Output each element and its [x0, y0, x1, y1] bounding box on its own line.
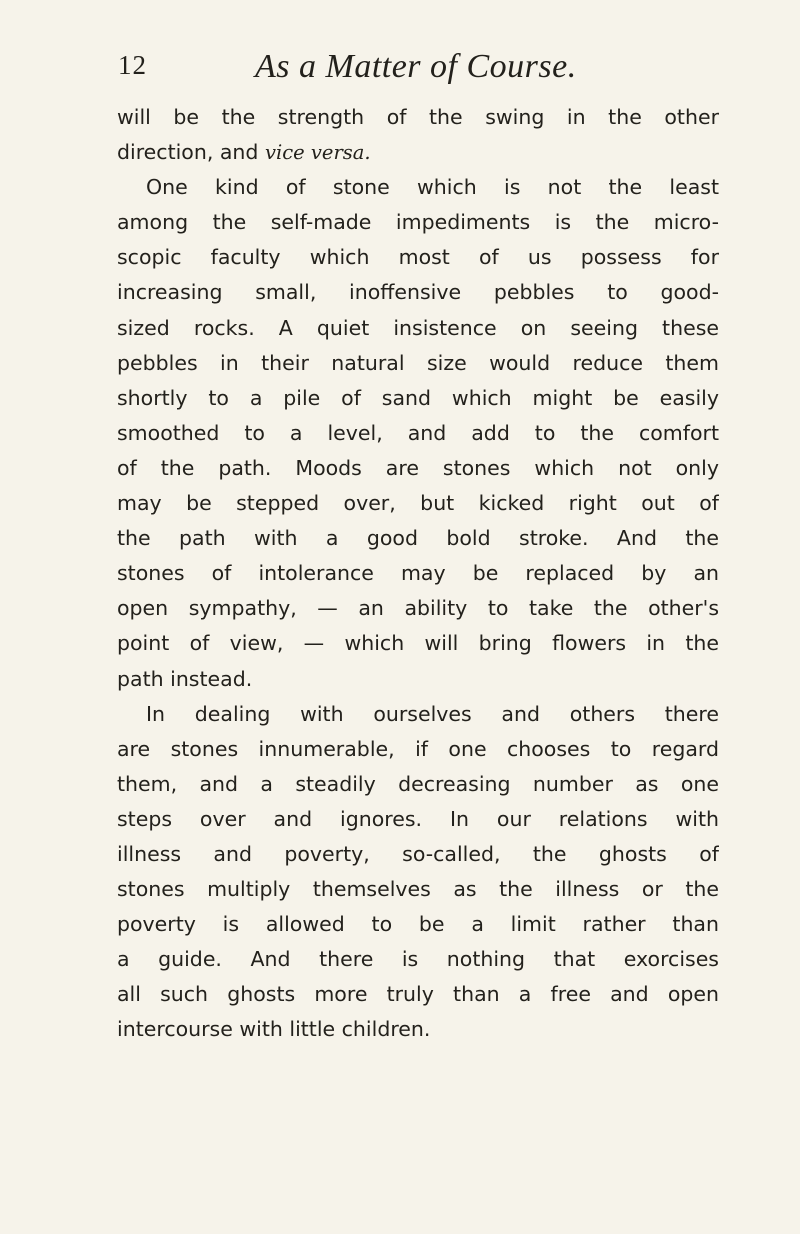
text-line	[117, 135, 719, 170]
body-text	[117, 100, 719, 1048]
text-line: stones of intolerance may be replaced by an	[117, 561, 719, 586]
paragraph-end-line: path instead.	[117, 666, 253, 691]
paragraph-start-line: In dealing with ourselves and others there	[146, 701, 719, 726]
text-line: shortly to a pile of sand which might be easily	[117, 385, 719, 410]
text-line: all such ghosts more truly than a free and open	[117, 982, 719, 1007]
text-line: may be stepped over, but kicked right out of	[117, 491, 719, 516]
paragraph-start-line: One kind of stone which is not the least	[146, 175, 719, 200]
text-line: pebbles in their natural size would reduce them	[117, 350, 719, 375]
text-line: of the path. Moods are stones which not only	[117, 455, 719, 480]
text-line: among the self-made impediments is the micro-	[117, 210, 719, 235]
text-run: direction, and	[117, 140, 265, 165]
text-line: a guide. And there is nothing that exorcises	[117, 947, 719, 972]
text-line: them, and a steadily decreasing number as one	[117, 771, 719, 796]
text-line: illness and poverty, so-called, the ghosts of	[117, 841, 719, 866]
text-line: increasing small, inoffensive pebbles to good-	[117, 280, 719, 305]
text-line: will be the strength of the swing in the other	[117, 105, 719, 129]
text-line: poverty is allowed to be a limit rather than	[117, 912, 719, 937]
page-number: 12	[118, 50, 147, 80]
paragraph-end-line: intercourse with little children.	[117, 1017, 431, 1042]
running-title: As a Matter of Course.	[255, 48, 577, 85]
running-head	[118, 48, 718, 88]
text-line: point of view, — which will bring flowers in the	[117, 631, 719, 656]
italic-phrase: vice versa.	[264, 141, 371, 165]
text-line: sized rocks. A quiet insistence on seeing these	[117, 315, 719, 340]
text-line: are stones innumerable, if one chooses to regard	[117, 736, 719, 761]
text-line: open sympathy, — an ability to take the other's	[117, 596, 719, 621]
text-line: steps over and ignores. In our relations with	[117, 806, 719, 831]
text-line: the path with a good bold stroke. And the	[117, 526, 719, 551]
text-line: stones multiply themselves as the illness or the	[117, 877, 719, 902]
text-line: scopic faculty which most of us possess for	[117, 245, 719, 270]
text-line: smoothed to a level, and add to the comfort	[117, 420, 719, 445]
